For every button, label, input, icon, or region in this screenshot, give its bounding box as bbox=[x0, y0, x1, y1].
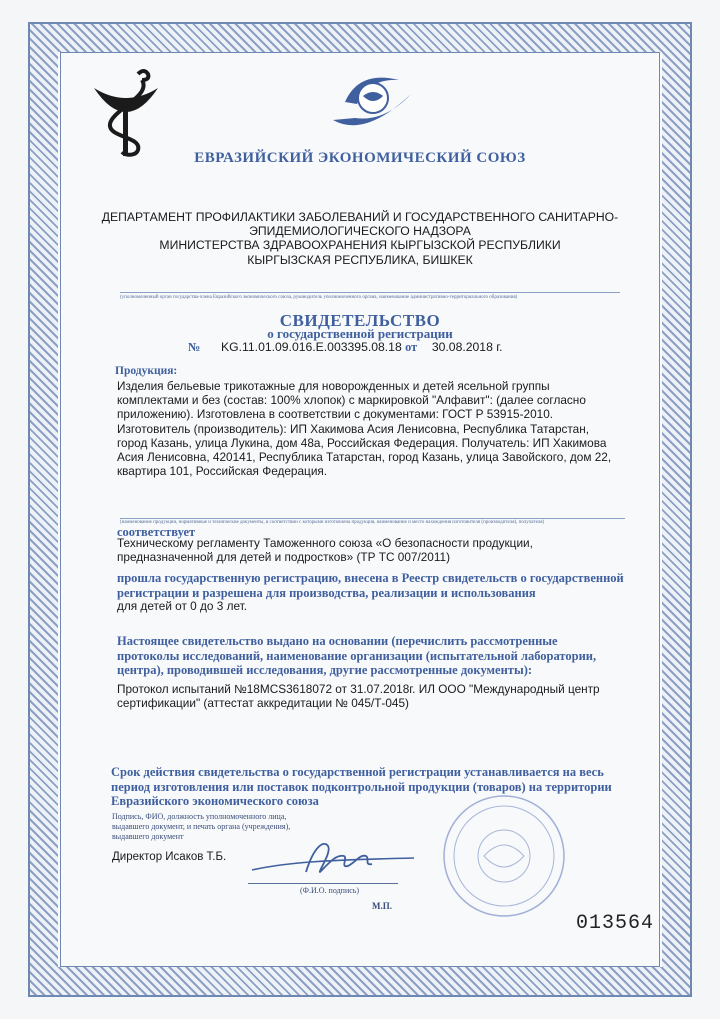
department-line: КЫРГЫЗСКАЯ РЕСПУБЛИКА, БИШКЕК bbox=[247, 252, 473, 267]
product-line: квартира 101, Российская Федерация. bbox=[117, 464, 328, 479]
basis-line: центра), проводившей исследования, другие рассмотренные документы): bbox=[117, 663, 533, 677]
validity-line: Срок действия свидетельства о государственной регистрации устанавливается на весь bbox=[111, 765, 604, 779]
signature-note-line: выдавшего документ bbox=[112, 832, 184, 841]
conformity-line: предназначенной для детей и подростков» (ТР ТС 007/2011) bbox=[117, 550, 451, 565]
conformity-label: соответствует bbox=[117, 525, 196, 539]
signer-name: Директор Исаков Т.Б. bbox=[112, 851, 227, 863]
product-fine-note: (наименование продукции, нормативные и техническиe документы, в соответствии с которыми изготовлена продукция, наименование и место нахождения изготовителя (производителя), получателя) bbox=[120, 520, 545, 525]
divider bbox=[120, 292, 620, 293]
validity-line: период изготовления или поставок подконтрольной продукции (товаров) на территории bbox=[111, 779, 612, 794]
registration-number-line bbox=[188, 340, 503, 355]
product-line: комплектами и без (состав: 100% хлопок) с маркировкой "Алфавит": (далее согласно bbox=[117, 393, 586, 408]
eaeu-emblem-icon bbox=[325, 68, 417, 138]
conformity-text bbox=[117, 536, 677, 564]
basis-detail-line: сертификации" (аттестат аккредитации № 045/Т-045) bbox=[117, 696, 409, 711]
product-label: Продукция: bbox=[115, 365, 178, 377]
certificate-title: СВИДЕТЕЛЬСТВО bbox=[279, 311, 441, 330]
conformity-line: Техническому регламенту Таможенного союза «О безопасности продукции, bbox=[117, 536, 533, 550]
certificate-subtitle: о государственной регистрации bbox=[267, 326, 453, 341]
department-line: ЭПИДЕМИОЛОГИЧЕСКОГО НАДЗОРА bbox=[249, 224, 471, 239]
validity-line: Евразийского экономического союза bbox=[111, 794, 319, 808]
issuing-department bbox=[0, 210, 720, 267]
seal-mark: М.П. bbox=[372, 901, 392, 911]
basis-statement bbox=[117, 634, 697, 678]
number-label: № bbox=[188, 340, 201, 354]
fio-caption: (Ф.И.О. подпись) bbox=[300, 886, 360, 895]
registration-line: прошла государственную регистрацию, внесена в Реестр свидетельств о государственной bbox=[117, 571, 624, 585]
signature-note-line: Подпись, ФИО, должность уполномоченного лица, bbox=[112, 812, 287, 821]
signature-note-line: выдавшего документ, и печать органа (учреждения), bbox=[112, 822, 291, 831]
registration-statement bbox=[117, 571, 697, 600]
signature-line bbox=[248, 883, 398, 884]
department-line: ДЕПАРТАМЕНТ ПРОФИЛАКТИКИ ЗАБОЛЕВАНИЙ И ГОСУДАРСТВЕННОГО САНИТАРНО- bbox=[101, 210, 619, 224]
registration-line: регистрации и разрешена для производства, реализации и использования bbox=[117, 585, 536, 600]
validity-statement bbox=[111, 765, 696, 809]
usage-scope: для детей от 0 до 3 лет. bbox=[117, 599, 247, 613]
caduceus-icon bbox=[92, 66, 160, 158]
date-label: от bbox=[405, 340, 418, 354]
product-description bbox=[117, 379, 677, 478]
registration-number: KG.11.01.09.016.E.003395.08.18 bbox=[221, 340, 402, 354]
authority-note: (уполномоченный орган государства-члена Евразийского экономического союза, руководитель уполномоченного органа, наименование административно-территориального образования) bbox=[120, 295, 518, 300]
basis-details bbox=[117, 682, 677, 710]
product-line: Изделия бельевые трикотажные для новорожденных и детей ясельной группы bbox=[117, 379, 550, 393]
official-stamp bbox=[440, 792, 568, 920]
product-line: город Казань, улица Лукина, дом 48а, Российская Федерация. Получатель: ИП Хакимова bbox=[117, 435, 607, 450]
basis-line: Настоящее свидетельство выдано на основании (перечислить рассмотренные bbox=[117, 634, 558, 648]
product-line: Асия Ленисовна, 420141, Республика Татарстан, город Казань, улица Завойского, дом 22, bbox=[117, 450, 612, 465]
basis-detail-line: Протокол испытаний №18MCS3618072 от 31.07.2018г. ИЛ ООО "Международный центр bbox=[117, 682, 600, 696]
serial-number: 013564 bbox=[575, 912, 654, 935]
department-line: МИНИСТЕРСТВА ЗДРАВООХРАНЕНИЯ КЫРГЫЗСКОЙ РЕСПУБЛИКИ bbox=[159, 238, 561, 253]
registration-date: 30.08.2018 г. bbox=[431, 340, 503, 354]
product-line: приложению). Изготовлена в соответствии с документами: ГОСТ Р 53915-2010. bbox=[117, 407, 554, 422]
product-line: Изготовитель (производитель): ИП Хакимова Асия Ленисовна, Республика Татарстан, bbox=[117, 421, 590, 436]
basis-line: протоколы исследований, наименование организации (испытательной лаборатории, bbox=[117, 648, 597, 663]
union-title: ЕВРАЗИЙСКИЙ ЭКОНОМИЧЕСКИЙ СОЮЗ bbox=[194, 150, 526, 166]
signature bbox=[248, 832, 418, 884]
